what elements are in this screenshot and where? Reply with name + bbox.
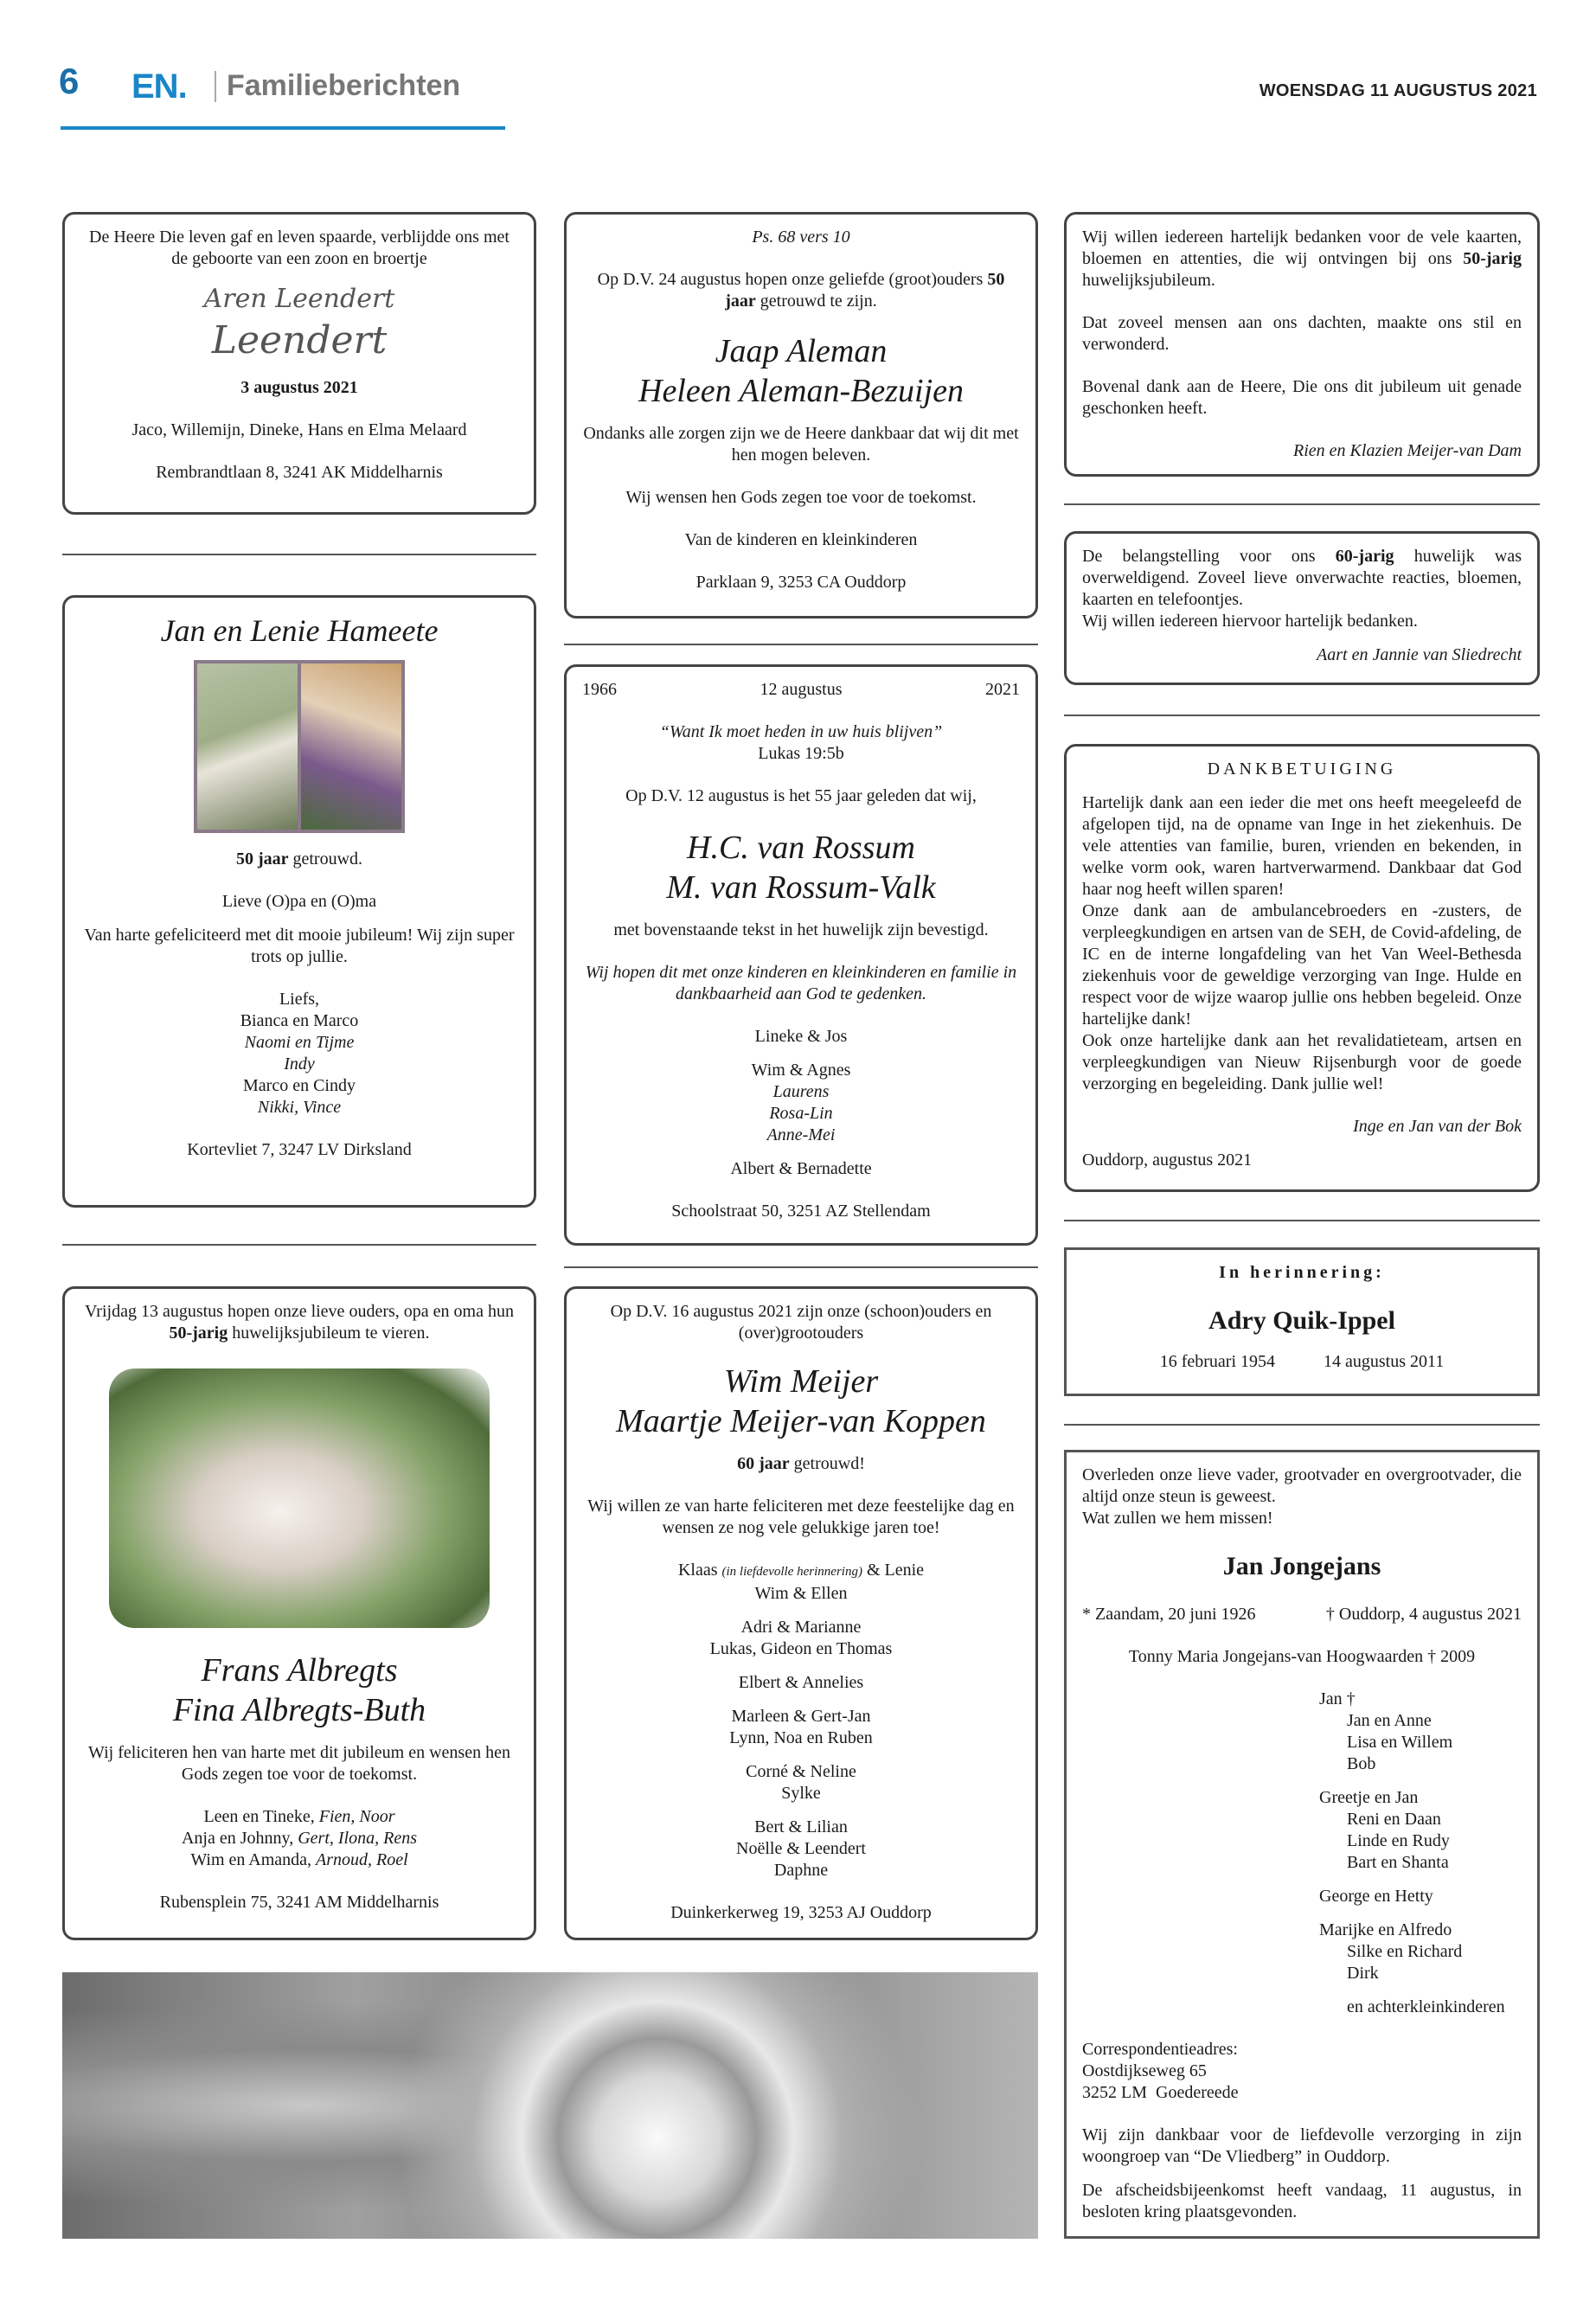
death-name: Jan Jongejans bbox=[1222, 1552, 1381, 1580]
hameete-name-1: Bianca en Marco bbox=[240, 1011, 359, 1030]
albregts-wedding-photo bbox=[109, 1368, 490, 1628]
death-correspondence-street: Oostdijkseweg 65 bbox=[1082, 2061, 1207, 2080]
family-line: Reni en Daan bbox=[1347, 1810, 1441, 1829]
family-line: Silke en Richard bbox=[1347, 1942, 1463, 1961]
death-care-thanks: Wij zijn dankbaar voor de liefdevolle verzorging in zijn woongroep van “De Vliedberg” in Ouddorp. bbox=[1082, 2125, 1522, 2166]
thanks-van-sliedrecht bbox=[1064, 531, 1540, 685]
family-line: Bob bbox=[1347, 1754, 1376, 1773]
meijer-name-2: Maartje Meijer-van Koppen bbox=[616, 1403, 986, 1439]
rossum-family-2: Wim & Agnes bbox=[751, 1061, 851, 1080]
separator bbox=[62, 554, 536, 555]
thanks2-text-c: huwelijk was overweldigend. Zoveel lieve onverwachte reacties, bloemen, kaarten en telefoontjes. bbox=[1082, 547, 1522, 609]
aleman-name-1: & Jaap Aleman bbox=[715, 333, 888, 369]
thanks1-text-a: Wij willen iedereen hartelijk bedanken voor de vele kaarten, bloemen en attenties, die wij ontvingen bij ons bbox=[1082, 228, 1522, 268]
death-farewell: De afscheidsbijeenkomst heeft vandaag, 11 augustus, in besloten kring plaatsgevonden. bbox=[1082, 2181, 1522, 2221]
death-born: * Zaandam, 20 juni 1926 bbox=[1082, 1605, 1256, 1624]
meijer-kids-11: Noëlle & Leendert bbox=[736, 1839, 866, 1858]
rossum-hope: Wij hopen dit met onze kinderen en kleinkinderen en familie in dankbaarheid aan God te gedenken. bbox=[585, 963, 1017, 1003]
memory-title: In herinnering: bbox=[1219, 1263, 1385, 1282]
memory-died: 14 augustus 2011 bbox=[1324, 1352, 1445, 1371]
thanks-meijer-van-dam bbox=[1064, 212, 1540, 477]
death-intro: Overleden onze lieve vader, grootvader en overgrootvader, die altijd onze steun is geweest. bbox=[1082, 1465, 1522, 1506]
hameete-years: 50 jaar bbox=[235, 849, 289, 868]
anniversary-van-rossum bbox=[564, 664, 1038, 1246]
rossum-quote-ref: Lukas 19:5b bbox=[758, 744, 844, 763]
anniversary-meijer bbox=[564, 1286, 1038, 1940]
thanks1-text-b: 50-jarig bbox=[1463, 249, 1522, 268]
thanks2-para-2: Wij willen iedereen hiervoor hartelijk bedanken. bbox=[1082, 612, 1418, 631]
wedding-photo-recent bbox=[301, 663, 401, 830]
albregts-intro-c: huwelijksjubileum te vieren. bbox=[228, 1324, 430, 1343]
death-wife: Tonny Maria Jongejans-van Hoogwaarden † 2009 bbox=[1128, 1647, 1476, 1666]
memory-name: Adry Quik-Ippel bbox=[1208, 1306, 1395, 1335]
rossum-address: Schoolstraat 50, 3251 AZ Stellendam bbox=[671, 1202, 931, 1221]
albregts-kids-2a: Anja en Johnny, bbox=[181, 1829, 298, 1848]
dank-signature: Inge en Jan van der Bok bbox=[1353, 1117, 1522, 1136]
rossum-day: 12 augustus bbox=[760, 680, 843, 699]
newspaper-logo: EN. bbox=[131, 67, 187, 106]
dank-para-2: Onze dank aan de ambulancebroeders en -zusters, de verpleegkundigen en artsen van de SEH, de Covid-afdeling, de IC en de interne longafdeling van het Van Weel-Bethesda ziekenhuis voor de geweldige verzorging van Inge. Hulde en respect voor de wijze waarop jullie ons hebben begeleid. Onze hartelijke dank! bbox=[1082, 901, 1522, 1029]
aleman-intro-c: getrouwd te zijn. bbox=[755, 292, 877, 311]
death-correspondence-label: Correspondentieadres: bbox=[1082, 2040, 1238, 2059]
albregts-kids-3b: Arnoud, Roel bbox=[316, 1850, 408, 1869]
memory-born: 16 februari 1954 bbox=[1159, 1352, 1276, 1371]
rossum-family-1: Lineke & Jos bbox=[754, 1027, 848, 1046]
daisy-photo bbox=[62, 1972, 1038, 2239]
header-rule bbox=[61, 126, 505, 130]
page-number: 6 bbox=[59, 61, 80, 101]
albregts-kids-1b: Fien, Noor bbox=[318, 1807, 395, 1826]
thanks2-signature: Aart en Jannie van Sliedrecht bbox=[1317, 645, 1522, 664]
albregts-name-2: Fina Albregts-Buth bbox=[172, 1692, 426, 1728]
meijer-name-1: & Wim Meijer bbox=[723, 1363, 879, 1400]
hameete-title: Jan en Lenie Hameete bbox=[160, 613, 439, 648]
death-notice-jongejans bbox=[1064, 1450, 1540, 2239]
rossum-quote: “Want Ik moet heden in uw huis blijven” bbox=[659, 722, 943, 741]
hameete-name-3: Indy bbox=[284, 1054, 315, 1074]
death-correspondence-city: 3252 LM Goedereede bbox=[1082, 2083, 1239, 2102]
separator bbox=[1064, 1220, 1540, 1221]
hameete-photo bbox=[194, 660, 405, 833]
separator bbox=[62, 1244, 536, 1246]
death-miss: Wat zullen we hem missen! bbox=[1082, 1509, 1273, 1528]
thanks1-para-3: Bovenal dank aan de Heere, Die ons dit jubileum uit genade geschonken heeft. bbox=[1082, 377, 1522, 418]
rossum-year-start: 1966 bbox=[582, 680, 617, 699]
birth-script-callname: Leendert bbox=[211, 318, 388, 362]
thanks2-text-a: De belangstelling voor ons bbox=[1082, 547, 1336, 566]
header-divider bbox=[215, 71, 216, 102]
meijer-kids-6: Marleen & Gert-Jan bbox=[731, 1707, 871, 1726]
section-title: Familieberichten bbox=[227, 69, 461, 102]
hameete-liefs: Liefs, bbox=[279, 990, 320, 1009]
rossum-intro: Op D.V. 12 augustus is het 55 jaar geleden dat wij, bbox=[625, 786, 977, 805]
issue-date: WOENSDAG 11 AUGUSTUS 2021 bbox=[1259, 81, 1537, 100]
rossum-confirm: met bovenstaande tekst in het huwelijk zijn bevestigd. bbox=[613, 920, 989, 939]
meijer-years: 60 jaar bbox=[737, 1454, 790, 1473]
meijer-kids-4: Lukas, Gideon en Thomas bbox=[709, 1639, 893, 1658]
rossum-name-1: & H.C. van Rossum bbox=[687, 830, 915, 866]
separator bbox=[1064, 1424, 1540, 1426]
aleman-address: Parklaan 9, 3253 CA Ouddorp bbox=[695, 573, 907, 592]
rossum-family-4: Rosa-Lin bbox=[769, 1104, 833, 1123]
family-line: Jan † bbox=[1319, 1689, 1356, 1708]
meijer-kids-9: Sylke bbox=[781, 1784, 821, 1803]
death-family-list bbox=[1082, 1689, 1522, 2018]
dank-title: DANKBETUIGING bbox=[1207, 760, 1397, 779]
family-line: Jan en Anne bbox=[1347, 1711, 1432, 1730]
dankbetuiging bbox=[1064, 744, 1540, 1192]
birth-date: 3 augustus 2021 bbox=[240, 378, 358, 397]
anniversary-albregts bbox=[62, 1286, 536, 1940]
meijer-kids-7: Lynn, Noa en Ruben bbox=[729, 1728, 873, 1747]
thanks1-text-c: huwelijksjubileum. bbox=[1082, 271, 1215, 290]
wedding-photo-old bbox=[197, 663, 298, 830]
thanks1-para-2: Dat zoveel mensen aan ons dachten, maakte ons stil en verwonderd. bbox=[1082, 313, 1522, 354]
hameete-name-5: Nikki, Vince bbox=[257, 1098, 342, 1117]
rossum-name-2: M. van Rossum-Valk bbox=[666, 869, 936, 906]
family-line: Linde en Rudy bbox=[1347, 1831, 1450, 1850]
meijer-kids-3: Adri & Marianne bbox=[740, 1618, 862, 1637]
family-line: Bart en Shanta bbox=[1347, 1853, 1449, 1872]
separator bbox=[1064, 715, 1540, 716]
hameete-years-rest: getrouwd. bbox=[288, 849, 363, 868]
in-memoriam bbox=[1064, 1247, 1540, 1396]
albregts-intro-b: 50-jarig bbox=[169, 1324, 228, 1343]
aleman-blessing: Wij wensen hen Gods zegen toe voor de toekomst. bbox=[625, 488, 977, 507]
meijer-address: Duinkerkerweg 19, 3253 AJ Ouddorp bbox=[670, 1903, 932, 1922]
family-line: Greetje en Jan bbox=[1319, 1788, 1419, 1807]
aleman-intro-b: 50 jaar bbox=[725, 270, 1005, 311]
hameete-address: Kortevliet 7, 3247 LV Dirksland bbox=[187, 1140, 412, 1159]
meijer-kids-2: Wim & Ellen bbox=[754, 1584, 848, 1603]
anniversary-hameete bbox=[62, 595, 536, 1208]
albregts-kids-3a: Wim en Amanda, bbox=[190, 1850, 317, 1869]
meijer-intro: Op D.V. 16 augustus 2021 zijn onze (schoon)ouders en (over)grootouders bbox=[610, 1302, 992, 1343]
rossum-year-end: 2021 bbox=[985, 680, 1020, 699]
thanks1-signature: Rien en Klazien Meijer-van Dam bbox=[1293, 441, 1522, 460]
meijer-kids-1c: & Lenie bbox=[862, 1561, 925, 1580]
birth-address: Rembrandtlaan 8, 3241 AK Middelharnis bbox=[156, 463, 443, 482]
albregts-name-1: & Frans Albregts bbox=[201, 1652, 398, 1689]
aleman-from: Van de kinderen en kleinkinderen bbox=[684, 530, 918, 549]
birth-intro: De Heere Die leven gaf en leven spaarde, verblijdde ons met de geboorte van een zoon en broertje bbox=[89, 228, 510, 268]
dank-para-3: Ook onze hartelijke dank aan het revalidatieteam, artsen en verpleegkundigen van Nieuw Rijsenburgh voor de goede verzorging en begeleiding. Dank jullie wel! bbox=[1082, 1031, 1522, 1093]
separator bbox=[564, 644, 1038, 645]
rossum-family-5: Anne-Mei bbox=[766, 1125, 836, 1144]
dank-para-1: Hartelijk dank aan een ieder die met ons heeft meegeleefd de afgelopen tijd, na de opname van Inge in het ziekenhuis. De vele attenties van familie, buren, vrienden en bekenden, in welke vorm ook, waren hartverwarmend. Dankbaar dat God haar nog heeft willen sparen! bbox=[1082, 793, 1522, 899]
meijer-kids-1b: (in liefdevolle herinnering) bbox=[721, 1565, 862, 1579]
meijer-kids-8: Corné & Neline bbox=[746, 1762, 856, 1781]
rossum-family-6: Albert & Bernadette bbox=[730, 1159, 872, 1178]
meijer-congrats: Wij willen ze van harte feliciteren met deze feestelijke dag en wensen ze nog vele gelukkige jaren toe! bbox=[587, 1497, 1015, 1537]
aleman-verse: Ps. 68 vers 10 bbox=[752, 228, 850, 247]
death-died: † Ouddorp, 4 augustus 2021 bbox=[1325, 1605, 1522, 1624]
hameete-congrats: Van harte gefeliciteerd met dit mooie jubileum! Wij zijn super trots op jullie. bbox=[84, 926, 515, 966]
aleman-thanks: Ondanks alle zorgen zijn we de Heere dankbaar dat wij dit met hen mogen beleven. bbox=[583, 424, 1019, 465]
anniversary-aleman bbox=[564, 212, 1038, 619]
hameete-name-2: Naomi en Tijme bbox=[244, 1033, 355, 1052]
birth-script-name: Aren Leendert bbox=[203, 284, 395, 314]
separator bbox=[564, 1266, 1038, 1268]
aleman-intro-a: Op D.V. 24 augustus hopen onze geliefde (groot)ouders bbox=[597, 270, 988, 289]
family-line: en achterkleinkinderen bbox=[1347, 1997, 1505, 2016]
albregts-kids-1a: Leen en Tineke, bbox=[203, 1807, 319, 1826]
separator bbox=[1064, 503, 1540, 505]
meijer-kids-1a: Klaas bbox=[677, 1561, 722, 1580]
meijer-years-rest: getrouwd! bbox=[789, 1454, 865, 1473]
family-line: George en Hetty bbox=[1319, 1887, 1433, 1906]
albregts-address: Rubensplein 75, 3241 AM Middelharnis bbox=[159, 1893, 439, 1912]
dank-place-date: Ouddorp, augustus 2021 bbox=[1082, 1150, 1253, 1170]
albregts-wish: Wij feliciteren hen van harte met dit jubileum en wensen hen Gods zegen toe voor de toekomst. bbox=[88, 1743, 510, 1784]
birth-family: Jaco, Willemijn, Dineke, Hans en Elma Melaard bbox=[131, 420, 467, 439]
albregts-kids-2b: Gert, Ilona, Rens bbox=[298, 1829, 417, 1848]
family-line: Marijke en Alfredo bbox=[1319, 1920, 1452, 1939]
aleman-name-2: Heleen Aleman-Bezuijen bbox=[638, 373, 964, 409]
meijer-kids-5: Elbert & Annelies bbox=[738, 1673, 864, 1692]
hameete-name-4: Marco en Cindy bbox=[243, 1076, 356, 1095]
family-line: Dirk bbox=[1347, 1964, 1379, 1983]
meijer-kids-10: Bert & Lilian bbox=[754, 1817, 848, 1836]
meijer-kids-12: Daphne bbox=[773, 1861, 829, 1880]
hameete-greeting: Lieve (O)pa en (O)ma bbox=[221, 892, 377, 911]
rossum-family-3: Laurens bbox=[772, 1082, 830, 1101]
thanks2-text-b: 60-jarig bbox=[1335, 547, 1394, 566]
family-line: Lisa en Willem bbox=[1347, 1733, 1453, 1752]
albregts-intro-a: Vrijdag 13 augustus hopen onze lieve ouders, opa en oma hun bbox=[85, 1302, 514, 1321]
birth-announcement bbox=[62, 212, 536, 515]
